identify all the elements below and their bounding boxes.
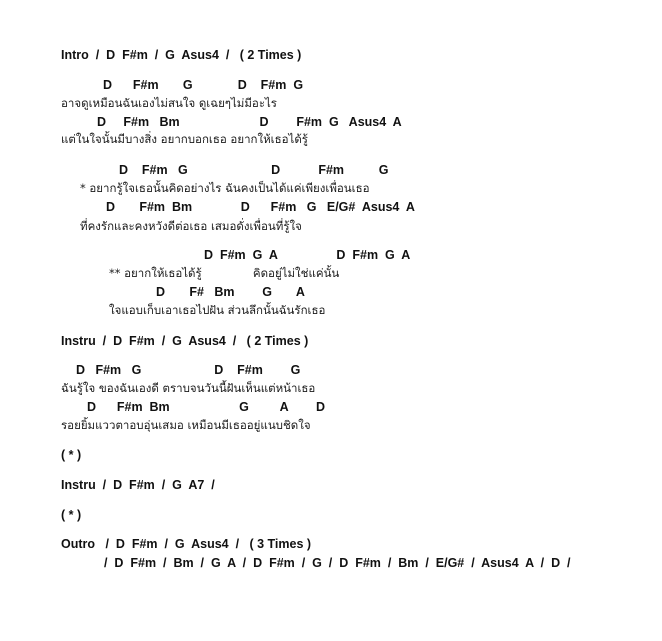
pre-chorus-lyric-line-1: * อยากรู้ใจเธอนั้นคิดอย่างไร ฉันคงเป็นได้แค่เพียงเพื่อนเธอ	[80, 181, 370, 195]
verse2-lyric-line-1: ฉันรู้ใจ ของฉันเองดี ตราบจนวันนี้ฝันเห็นแต่หน้าเธอ	[61, 381, 316, 395]
chorus-chord-line-1: D F#m G A D F#m G A	[204, 248, 411, 262]
chorus-chord-line-2: D F# Bm G A	[156, 285, 305, 299]
chorus-lyric-line-2: ใจแอบเก็บเอาเธอไปฝัน ส่วนลึกนั้นฉันรักเธอ	[109, 303, 326, 317]
pre-chorus-lyric-line-2: ที่คงรักและคงหวังดีต่อเธอ เสมอดั่งเพื่อนที่รู้ใจ	[80, 219, 302, 233]
verse1-chord-line-2: D F#m Bm D F#m G Asus4 A	[97, 115, 402, 129]
verse2-chord-line-1: D F#m G D F#m G	[76, 363, 301, 377]
outro-progression-line: / D F#m / Bm / G A / D F#m / G / D F#m / Bm / E/G# / Asus4 A / D /	[104, 556, 571, 570]
intro-line: Intro / D F#m / G Asus4 / ( 2 Times )	[61, 48, 302, 62]
verse2-chord-line-2: D F#m Bm G A D	[87, 400, 326, 414]
instru-line-1: Instru / D F#m / G Asus4 / ( 2 Times )	[61, 334, 309, 348]
repeat-marker-1: ( * )	[61, 448, 82, 462]
pre-chorus-chord-line-1: D F#m G D F#m G	[119, 163, 389, 177]
chorus-lyric-line-1: ** อยากให้เธอได้รู้ คิดอยู่ไม่ใช่แค่นั้น	[109, 266, 340, 280]
verse1-lyric-line-2: แต่ในใจนั้นมีบางสิ่ง อยากบอกเธอ อยากให้เธอได้รู้	[61, 132, 308, 146]
verse2-lyric-line-2: รอยยิ้มแววตาอบอุ่นเสมอ เหมือนมีเธออยู่แนบชิดใจ	[61, 418, 311, 432]
pre-chorus-chord-line-2: D F#m Bm D F#m G E/G# Asus4 A	[106, 200, 415, 214]
outro-line: Outro / D F#m / G Asus4 / ( 3 Times )	[61, 537, 312, 551]
instru-line-2: Instru / D F#m / G A7 /	[61, 478, 215, 492]
verse1-lyric-line-1: อาจดูเหมือนฉันเองไม่สนใจ ดูเฉยๆไม่มีอะไร	[61, 96, 277, 110]
repeat-marker-2: ( * )	[61, 508, 82, 522]
verse1-chord-line-1: D F#m G D F#m G	[103, 78, 304, 92]
